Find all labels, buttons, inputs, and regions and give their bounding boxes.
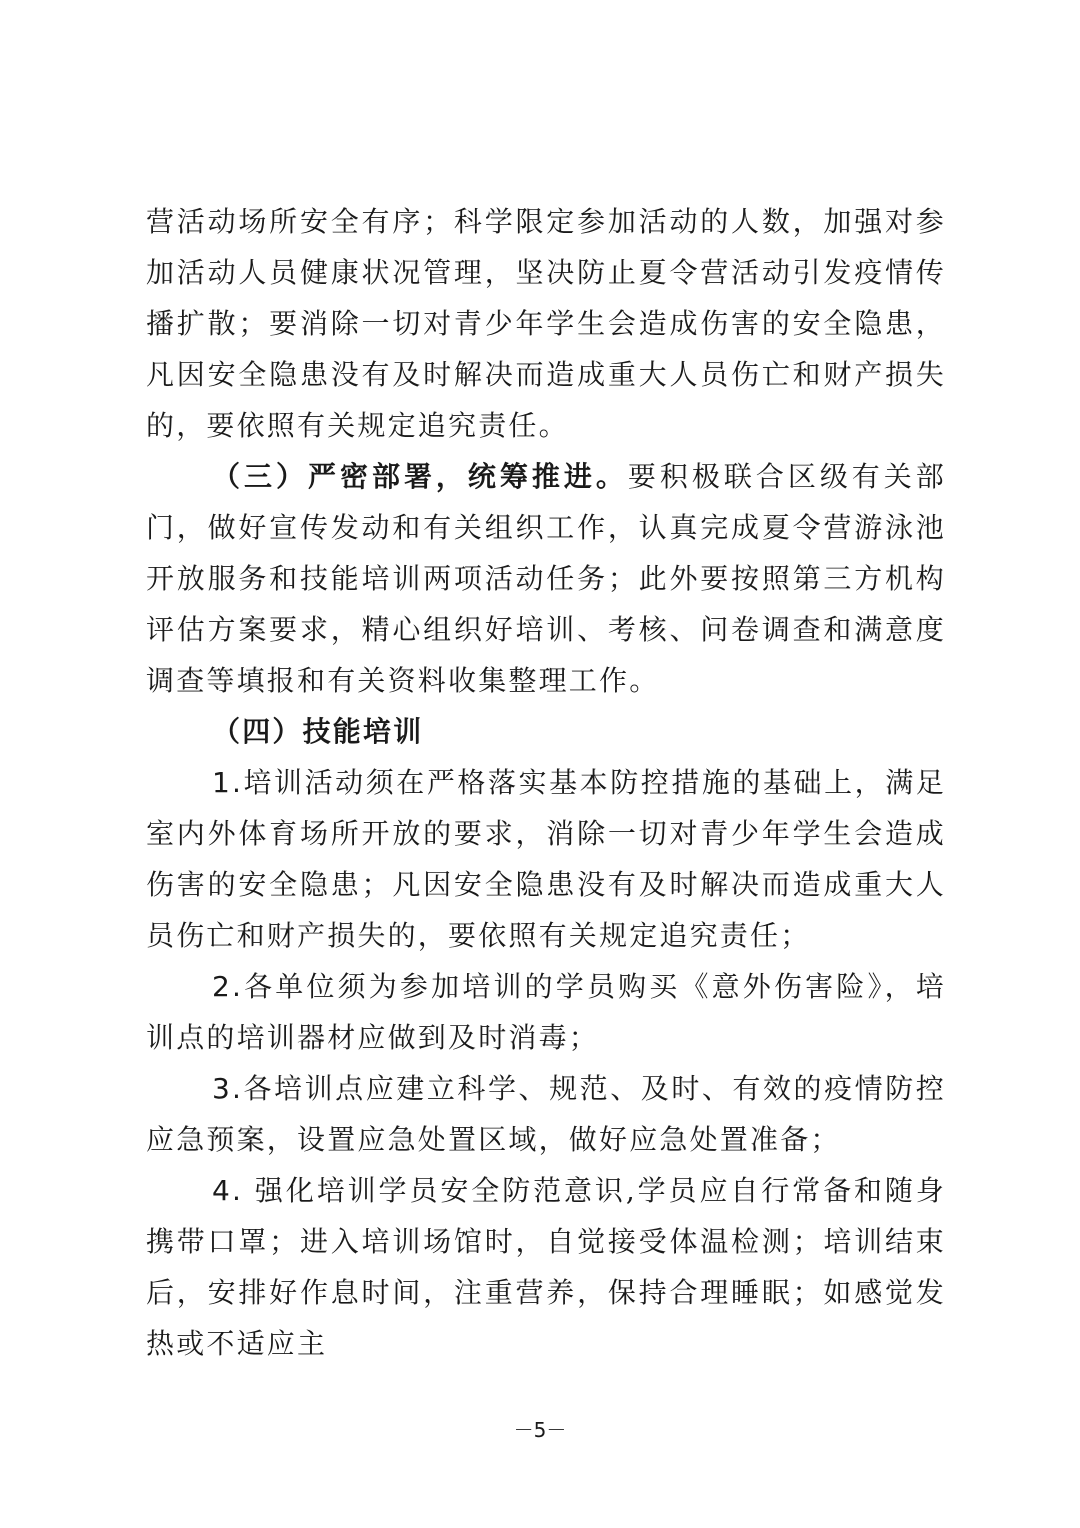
- paragraph-text: 营活动场所安全有序；科学限定参加活动的人数，加强对参加活动人员健康状况管理，坚决防止夏令营活动引发疫情传播扩散；要消除一切对青少年学生会造成伤害的安全隐患，凡因安全隐患没有及时解决而造成重大人员伤亡和财产损失的，要依照有关规定追究责任。: [146, 205, 946, 442]
- list-item-text: 各培训点应建立科学、规范、及时、有效的疫情防控应急预案，设置应急处置区域，做好应急处置准备；: [146, 1072, 946, 1156]
- list-item-1: [146, 757, 946, 961]
- list-item-2: [146, 961, 946, 1063]
- list-item-number: 3.: [212, 1072, 244, 1105]
- list-item-number: 4.: [212, 1174, 244, 1207]
- list-item-number: 1.: [212, 766, 244, 799]
- document-body: [146, 196, 946, 1369]
- paragraph-section-three: [146, 451, 946, 706]
- section-heading-text: （四）技能培训: [212, 715, 424, 748]
- page-number: －5－: [513, 1418, 567, 1442]
- list-item-3: [146, 1063, 946, 1165]
- list-item-number: 2.: [212, 970, 244, 1003]
- list-item-text: 各单位须为参加培训的学员购买《意外伤害险》，培训点的培训器材应做到及时消毒；: [146, 970, 946, 1054]
- paragraph-text: 要积极联合区级有关部门，做好宣传发动和有关组织工作，认真完成夏令营游泳池开放服务和技能培训两项活动任务；此外要按照第三方机构评估方案要求，精心组织好培训、考核、问卷调查和满意度调查等填报和有关资料收集整理工作。: [146, 460, 946, 697]
- list-item-text: 强化培训学员安全防范意识,学员应自行常备和随身携带口罩；进入培训场馆时，自觉接受体温检测；培训结束后，安排好作息时间，注重营养，保持合理睡眠；如感觉发热或不适应主: [146, 1174, 946, 1360]
- paragraph-continuation: [146, 196, 946, 451]
- section-heading-three: （三）严密部署，统筹推进。: [212, 460, 628, 493]
- section-heading-four: [146, 706, 946, 757]
- list-item-text: 培训活动须在严格落实基本防控措施的基础上，满足室内外体育场所开放的要求，消除一切对青少年学生会造成伤害的安全隐患；凡因安全隐患没有及时解决而造成重大人员伤亡和财产损失的，要依照有关规定追究责任；: [146, 766, 946, 952]
- list-item-4: [146, 1165, 946, 1369]
